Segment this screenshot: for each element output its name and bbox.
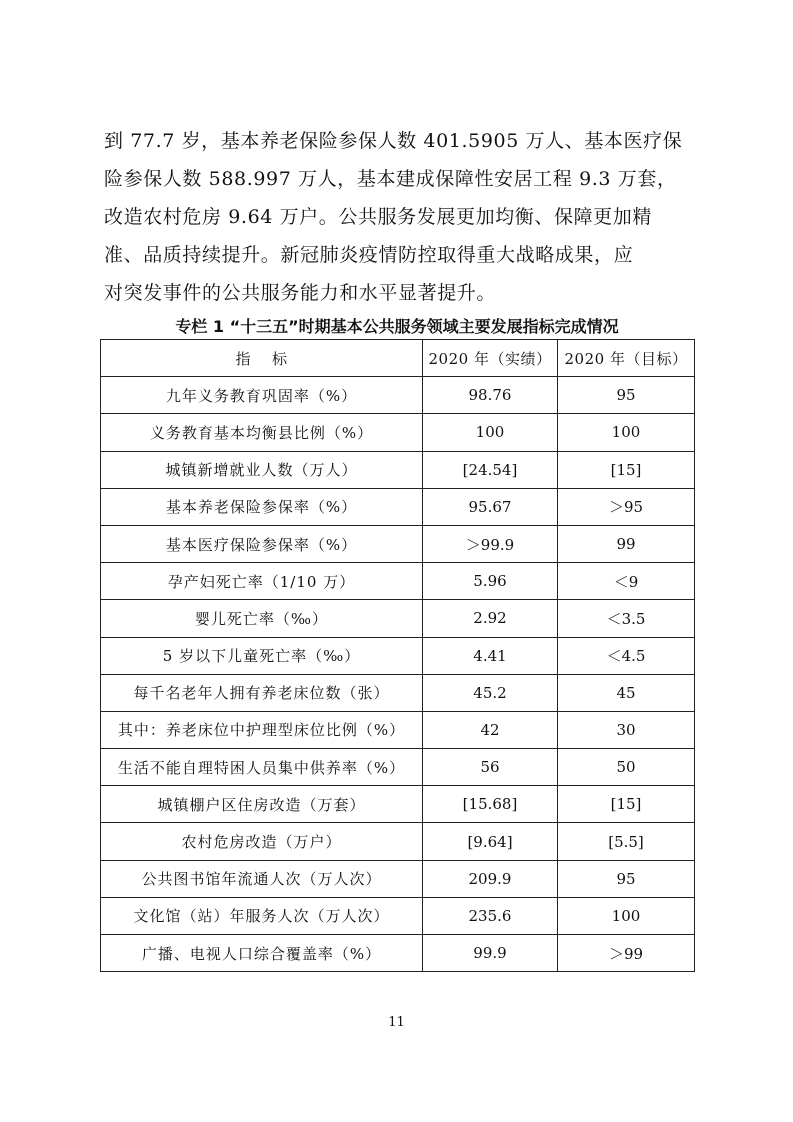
actual-cell: 99.9: [423, 935, 558, 972]
indicator-cell: 其中：养老床位中护理型床位比例（%）: [101, 711, 423, 748]
table-caption: 专栏 1 “十三五”时期基本公共服务领域主要发展指标完成情况: [175, 317, 619, 336]
actual-cell: 45.2: [423, 674, 558, 711]
target-cell: 95: [558, 377, 695, 414]
paragraph-line: 到 77.7 岁，基本养老保险参保人数 401.5905 万人、基本医疗保: [104, 130, 683, 152]
indicator-cell: 文化馆（站）年服务人次（万人次）: [101, 897, 423, 934]
target-cell: 30: [558, 711, 695, 748]
target-cell: 100: [558, 414, 695, 451]
table-row: [101, 711, 695, 748]
indicator-cell: 义务教育基本均衡县比例（%）: [101, 414, 423, 451]
actual-cell: 56: [423, 749, 558, 786]
indicator-cell: 农村危房改造（万户）: [101, 823, 423, 860]
table-row: [101, 935, 695, 972]
target-cell: [15]: [558, 786, 695, 823]
indicator-cell: 每千名老年人拥有养老床位数（张）: [101, 674, 423, 711]
indicator-cell: 九年义务教育巩固率（%）: [101, 377, 423, 414]
actual-cell: [9.64]: [423, 823, 558, 860]
actual-cell: 95.67: [423, 488, 558, 525]
paragraph-line: 险参保人数 588.997 万人，基本建成保障性安居工程 9.3 万套，: [104, 168, 677, 190]
table-row: [101, 563, 695, 600]
indicator-cell: 基本医疗保险参保率（%）: [101, 525, 423, 562]
table-row: [101, 525, 695, 562]
target-cell: ＞99: [558, 935, 695, 972]
table-row: [101, 600, 695, 637]
table-row: [101, 674, 695, 711]
target-cell: [5.5]: [558, 823, 695, 860]
actual-cell: 209.9: [423, 860, 558, 897]
target-cell: ＜4.5: [558, 637, 695, 674]
table-row: [101, 414, 695, 451]
header-indicator: 指 标: [101, 340, 423, 377]
paragraph-line: 准、品质持续提升。新冠肺炎疫情防控取得重大战略成果，应: [104, 244, 634, 266]
indicator-cell: 5 岁以下儿童死亡率（‰）: [101, 637, 423, 674]
target-cell: ＜9: [558, 563, 695, 600]
indicator-cell: 婴儿死亡率（‰）: [101, 600, 423, 637]
target-cell: 100: [558, 897, 695, 934]
table-row: [101, 488, 695, 525]
indicator-cell: 城镇棚户区住房改造（万套）: [101, 786, 423, 823]
table-row: [101, 860, 695, 897]
target-cell: 95: [558, 860, 695, 897]
indicator-cell: 基本养老保险参保率（%）: [101, 488, 423, 525]
table-header-row: [101, 340, 695, 377]
indicator-table: [100, 339, 695, 972]
actual-cell: 235.6: [423, 897, 558, 934]
actual-cell: 4.41: [423, 637, 558, 674]
body-paragraph: [104, 122, 704, 312]
table-row: [101, 451, 695, 488]
table-row: [101, 377, 695, 414]
page-number: 11: [388, 1015, 405, 1030]
target-cell: 45: [558, 674, 695, 711]
target-cell: ＜3.5: [558, 600, 695, 637]
table-row: [101, 897, 695, 934]
table-row: [101, 637, 695, 674]
actual-cell: ＞99.9: [423, 525, 558, 562]
actual-cell: 2.92: [423, 600, 558, 637]
target-cell: [15]: [558, 451, 695, 488]
table-row: [101, 823, 695, 860]
target-cell: ＞95: [558, 488, 695, 525]
table-row: [101, 786, 695, 823]
actual-cell: 98.76: [423, 377, 558, 414]
actual-cell: 5.96: [423, 563, 558, 600]
indicator-cell: 广播、电视人口综合覆盖率（%）: [101, 935, 423, 972]
actual-cell: [24.54]: [423, 451, 558, 488]
header-actual: 2020 年（实绩）: [423, 340, 558, 377]
indicator-cell: 公共图书馆年流通人次（万人次）: [101, 860, 423, 897]
paragraph-line: 对突发事件的公共服务能力和水平显著提升。: [104, 282, 497, 304]
actual-cell: [15.68]: [423, 786, 558, 823]
table-row: [101, 749, 695, 786]
header-target: 2020 年（目标）: [558, 340, 695, 377]
indicator-cell: 生活不能自理特困人员集中供养率（%）: [101, 749, 423, 786]
target-cell: 50: [558, 749, 695, 786]
actual-cell: 42: [423, 711, 558, 748]
indicator-cell: 城镇新增就业人数（万人）: [101, 451, 423, 488]
indicator-cell: 孕产妇死亡率（1/10 万）: [101, 563, 423, 600]
paragraph-line: 改造农村危房 9.64 万户。公共服务发展更加均衡、保障更加精: [104, 206, 652, 228]
target-cell: 99: [558, 525, 695, 562]
actual-cell: 100: [423, 414, 558, 451]
